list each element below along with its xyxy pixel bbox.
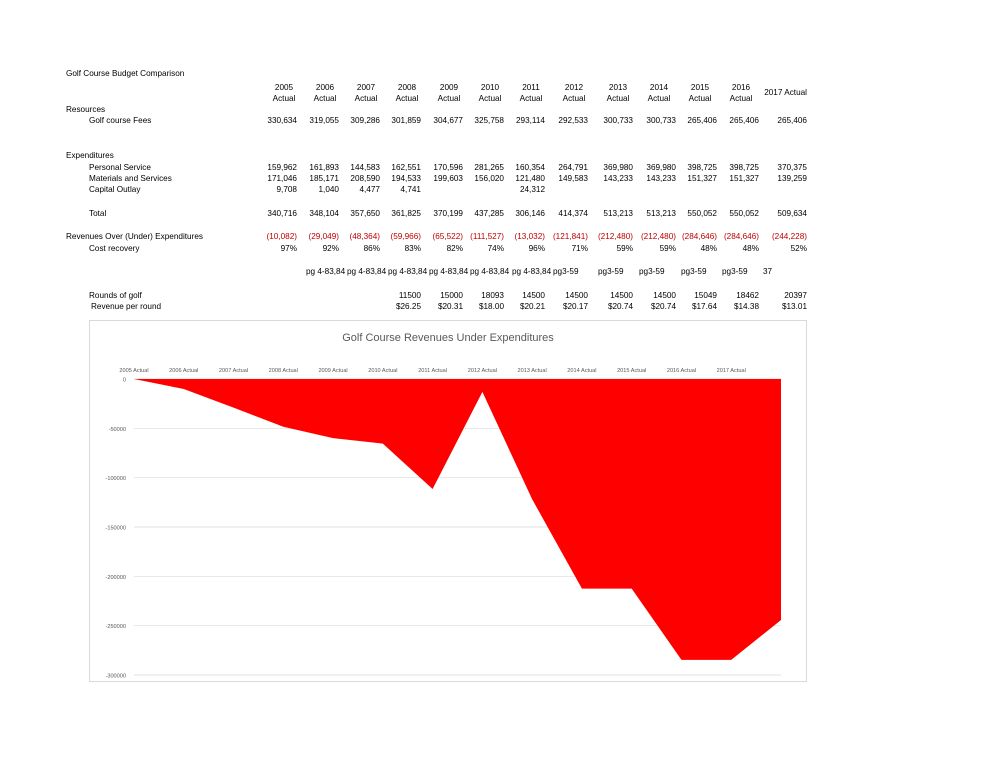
revenues-over-label: Revenues Over (Under) Expenditures xyxy=(66,232,203,241)
revenue-round-cell: $20.74 xyxy=(650,302,676,311)
rounds-cell: 14500 xyxy=(565,291,588,300)
year-header xyxy=(346,82,386,104)
cost-recovery-cell: 48% xyxy=(742,244,759,253)
year-header xyxy=(429,82,469,104)
revenue-round-cell: $20.21 xyxy=(519,302,545,311)
materials-label: Materials and Services xyxy=(89,174,172,183)
page-ref-cell: pg3-59 xyxy=(681,267,707,276)
year-header xyxy=(680,82,720,104)
golf-fees-cell: 325,758 xyxy=(474,116,504,125)
revenue-round-label: Revenue per round xyxy=(91,302,162,311)
year-header-year: 2008 xyxy=(397,83,417,92)
golf-fees-cell: 301,859 xyxy=(391,116,421,125)
rounds-cell: 18093 xyxy=(481,291,504,300)
total-cell: 437,285 xyxy=(474,209,504,218)
y-tick-label: -200000 xyxy=(105,574,126,581)
year-header xyxy=(264,82,304,104)
golf-fees-cell: 309,286 xyxy=(350,116,380,125)
x-tick-label: 2007 Actual xyxy=(218,368,249,374)
golf-fees-cell: 265,406 xyxy=(777,116,807,125)
revenue-round-cell: $20.31 xyxy=(437,302,463,311)
page-ref-cell: pg3-59 xyxy=(722,267,748,276)
rounds-cell: 15049 xyxy=(694,291,717,300)
year-header-year: 2011 xyxy=(522,83,540,92)
personal-service-cell: 264,791 xyxy=(558,163,588,172)
personal-service-cell: 370,375 xyxy=(777,163,807,172)
golf-fees-label: Golf course Fees xyxy=(89,116,152,125)
page-ref-cell: pg 4-83,84 xyxy=(429,267,469,276)
materials-cell: 143,233 xyxy=(646,174,676,183)
year-header-sub: Actual xyxy=(562,94,586,103)
revenue-round-cell: $20.17 xyxy=(562,302,588,311)
revenues-over-cell: (212,480) xyxy=(640,232,676,241)
cost-recovery-cell: 86% xyxy=(363,244,380,253)
resources-label: Resources xyxy=(66,105,106,114)
materials-cell: 151,327 xyxy=(729,174,759,183)
year-header-year: 2006 xyxy=(315,83,335,92)
personal-service-cell: 144,583 xyxy=(350,163,380,172)
materials-cell: 121,480 xyxy=(515,174,545,183)
year-header-year: 2012 xyxy=(564,83,584,92)
materials-cell: 199,603 xyxy=(433,174,463,183)
capital-label: Capital Outlay xyxy=(89,185,141,194)
materials-cell: 156,020 xyxy=(474,174,504,183)
revenue-round-cell: $18.00 xyxy=(478,302,504,311)
page-ref-cell: pg 4-83,84 xyxy=(388,267,428,276)
golf-fees-cell: 292,533 xyxy=(558,116,588,125)
x-tick-label: 2008 Actual xyxy=(268,368,298,374)
year-header xyxy=(554,82,594,104)
rounds-cell: 15000 xyxy=(440,291,463,300)
cost-recovery-cell: 82% xyxy=(446,244,463,253)
revenue-round-cell: $26.25 xyxy=(395,302,421,311)
rounds-label: Rounds of golf xyxy=(89,291,142,300)
personal-service-cell: 162,551 xyxy=(391,163,421,172)
chart-svg xyxy=(90,321,806,681)
rounds-cell: 14500 xyxy=(653,291,676,300)
total-cell: 306,146 xyxy=(515,209,545,218)
rounds-cell: 14500 xyxy=(610,291,633,300)
materials-cell: 143,233 xyxy=(603,174,633,183)
personal-service-label: Personal Service xyxy=(89,163,151,172)
cost-recovery-cell: 52% xyxy=(790,244,807,253)
year-header-year: 2009 xyxy=(439,83,459,92)
revenue-round-cell: $20.74 xyxy=(607,302,633,311)
rounds-cell: 20397 xyxy=(784,291,807,300)
cost-recovery-cell: 97% xyxy=(280,244,297,253)
year-header-year: 2016 xyxy=(731,83,751,92)
golf-fees-cell: 300,733 xyxy=(603,116,633,125)
total-cell: 550,052 xyxy=(687,209,717,218)
year-header xyxy=(387,82,427,104)
capital-cell: 24,312 xyxy=(519,185,545,194)
year-header-sub: Actual xyxy=(606,94,630,103)
total-cell: 357,650 xyxy=(350,209,380,218)
materials-cell: 149,583 xyxy=(558,174,588,183)
x-tick-label: 2010 Actual xyxy=(368,368,398,374)
x-tick-label: 2016 Actual xyxy=(666,368,697,374)
golf-fees-cell: 319,055 xyxy=(309,116,339,125)
revenues-over-cell: (284,646) xyxy=(723,232,759,241)
cost-recovery-cell: 48% xyxy=(700,244,717,253)
revenues-over-cell: (59,966) xyxy=(390,232,421,241)
y-tick-label: -250000 xyxy=(105,624,126,631)
total-cell: 348,104 xyxy=(309,209,339,218)
x-tick-label: 2006 Actual xyxy=(169,368,199,374)
year-header-sub: Actual xyxy=(688,94,712,103)
capital-cell: 9,708 xyxy=(276,185,297,194)
revenue-chart xyxy=(89,320,807,682)
page-ref-cell: pg 4-83,84 xyxy=(347,267,387,276)
golf-fees-cell: 300,733 xyxy=(646,116,676,125)
golf-fees-cell: 293,114 xyxy=(516,116,545,125)
year-header-sub: Actual xyxy=(395,94,419,103)
total-cell: 550,052 xyxy=(729,209,759,218)
expenditures-label: Expenditures xyxy=(66,151,114,160)
materials-cell: 151,327 xyxy=(687,174,717,183)
year-header-year: 2005 xyxy=(274,83,294,92)
y-tick-label: 0 xyxy=(122,377,126,384)
personal-service-cell: 160,354 xyxy=(515,163,545,172)
revenues-over-cell: (29,049) xyxy=(308,232,339,241)
year-header xyxy=(639,82,679,104)
capital-cell: 4,741 xyxy=(400,185,421,194)
revenues-over-cell: (48,364) xyxy=(349,232,380,241)
cost-recovery-cell: 74% xyxy=(487,244,504,253)
rounds-cell: 11500 xyxy=(398,291,421,300)
personal-service-cell: 170,596 xyxy=(433,163,463,172)
year-header-sub: Actual xyxy=(729,94,753,103)
personal-service-cell: 369,980 xyxy=(646,163,676,172)
y-tick-label: -100000 xyxy=(105,476,126,483)
revenues-over-cell: (121,841) xyxy=(552,232,588,241)
golf-fees-cell: 265,406 xyxy=(687,116,717,125)
area-series xyxy=(134,379,781,660)
cost-recovery-cell: 71% xyxy=(571,244,588,253)
materials-cell: 208,590 xyxy=(350,174,380,183)
cost-recovery-cell: 92% xyxy=(322,244,339,253)
x-tick-label: 2009 Actual xyxy=(318,368,348,374)
total-label: Total xyxy=(89,209,107,218)
x-tick-label: 2005 Actual xyxy=(119,368,149,374)
revenues-over-cell: (244,228) xyxy=(771,232,807,241)
rounds-cell: 18462 xyxy=(736,291,759,300)
total-cell: 513,213 xyxy=(646,209,676,218)
golf-fees-cell: 330,634 xyxy=(267,116,297,125)
x-tick-label: 2015 Actual xyxy=(617,368,647,374)
cost-recovery-cell: 96% xyxy=(528,244,545,253)
personal-service-cell: 369,980 xyxy=(603,163,633,172)
x-tick-label: 2013 Actual xyxy=(517,368,547,374)
year-header xyxy=(598,82,638,104)
year-header-2017: 2017 Actual xyxy=(764,88,807,97)
total-cell: 513,213 xyxy=(603,209,633,218)
cost-recovery-cell: 59% xyxy=(616,244,633,253)
total-cell: 370,199 xyxy=(433,209,463,218)
personal-service-cell: 159,962 xyxy=(267,163,297,172)
revenues-over-cell: (13,032) xyxy=(514,232,545,241)
sheet-title: Golf Course Budget Comparison xyxy=(66,69,185,78)
y-tick-label: -50000 xyxy=(108,426,126,433)
x-tick-label: 2012 Actual xyxy=(467,368,498,374)
year-header-year: 2010 xyxy=(480,83,500,92)
y-tick-label: -300000 xyxy=(105,673,126,680)
capital-cell: 1,040 xyxy=(318,185,339,194)
year-header-year: 2013 xyxy=(608,83,628,92)
x-tick-label: 2011 Actual xyxy=(418,368,448,374)
page-ref-cell: 37 xyxy=(763,267,773,276)
x-tick-label: 2017 Actual xyxy=(716,368,746,374)
page-ref-cell: pg3-59 xyxy=(598,267,624,276)
page-ref-cell: pg3-59 xyxy=(639,267,665,276)
year-header-year: 2007 xyxy=(356,83,376,92)
revenues-over-cell: (65,522) xyxy=(432,232,463,241)
year-header-sub: Actual xyxy=(313,94,337,103)
cost-recovery-cell: 59% xyxy=(659,244,676,253)
page-ref-cell: pg 4-83,84 xyxy=(470,267,510,276)
materials-cell: 139,259 xyxy=(777,174,807,183)
page-ref-cell: pg 4-83,84 xyxy=(306,267,346,276)
year-header-sub: Actual xyxy=(354,94,378,103)
y-tick-label: -150000 xyxy=(105,525,126,532)
year-header xyxy=(511,82,551,104)
total-cell: 509,634 xyxy=(777,209,807,218)
chart-title: Golf Course Revenues Under Expenditures xyxy=(342,332,554,344)
total-cell: 414,374 xyxy=(558,209,588,218)
year-header-year: 2015 xyxy=(690,83,710,92)
capital-cell: 4,477 xyxy=(359,185,380,194)
golf-fees-cell: 304,677 xyxy=(433,116,463,125)
year-header-year: 2014 xyxy=(649,83,669,92)
total-cell: 361,825 xyxy=(391,209,421,218)
year-header-sub: Actual xyxy=(478,94,502,103)
personal-service-cell: 161,893 xyxy=(309,163,339,172)
materials-cell: 185,171 xyxy=(309,174,339,183)
revenues-over-cell: (212,480) xyxy=(597,232,633,241)
personal-service-cell: 398,725 xyxy=(687,163,717,172)
cost-recovery-label: Cost recovery xyxy=(89,244,140,253)
year-header-sub: Actual xyxy=(647,94,671,103)
revenue-round-cell: $17.64 xyxy=(691,302,717,311)
personal-service-cell: 398,725 xyxy=(729,163,759,172)
personal-service-cell: 281,265 xyxy=(474,163,504,172)
revenues-over-cell: (284,646) xyxy=(681,232,717,241)
revenue-round-cell: $14.38 xyxy=(733,302,759,311)
materials-cell: 194,533 xyxy=(391,174,421,183)
revenues-over-cell: (10,082) xyxy=(266,232,297,241)
rounds-cell: 14500 xyxy=(522,291,545,300)
year-header-sub: Actual xyxy=(272,94,296,103)
page-ref-cell: pg3-59 xyxy=(553,267,579,276)
golf-fees-cell: 265,406 xyxy=(729,116,759,125)
year-header-sub: Actual xyxy=(519,94,543,103)
total-cell: 340,716 xyxy=(267,209,297,218)
revenue-round-cell: $13.01 xyxy=(781,302,807,311)
materials-cell: 171,046 xyxy=(267,174,297,183)
year-header xyxy=(470,82,510,104)
cost-recovery-cell: 83% xyxy=(404,244,421,253)
year-header-sub: Actual xyxy=(437,94,461,103)
revenues-over-cell: (111,527) xyxy=(470,232,504,241)
year-header xyxy=(305,82,345,104)
x-tick-label: 2014 Actual xyxy=(567,368,597,374)
page-ref-cell: pg 4-83,84 xyxy=(512,267,552,276)
